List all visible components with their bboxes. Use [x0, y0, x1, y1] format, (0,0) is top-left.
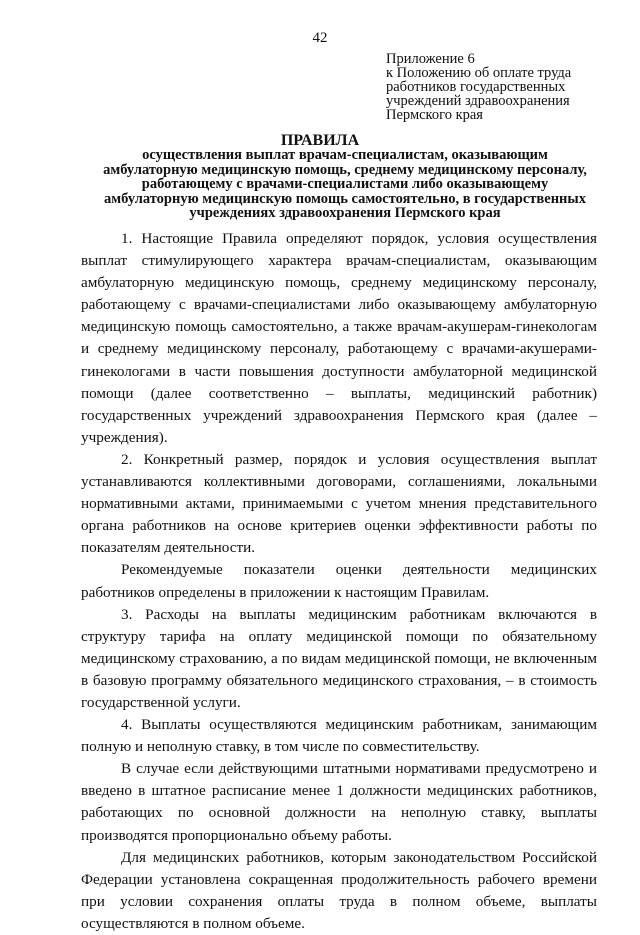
appendix-line: работников государственных — [386, 79, 566, 95]
paragraph: В случае если действующими штатными нормативами предусмотрено и введено в штатное расписание менее 1 должности медицинских работников, работающих по основной должности на неполную ставку, выплаты производятся пропорционально объему работы. — [81, 760, 597, 844]
page-number: 42 — [312, 30, 328, 46]
paragraph: 3. Расходы на выплаты медицинским работникам включаются в структуру тарифа на оплату медицинской помощи по обязательному медицинскому страхованию, а по видам медицинской помощи, не включенным в базовую программу обязательного медицинского страхования, – в стоимость государственной услуги. — [81, 605, 597, 711]
appendix-note — [386, 52, 626, 122]
appendix-line: Пермского края — [386, 107, 483, 123]
rules-subtitle — [80, 148, 610, 221]
paragraph: 2. Конкретный размер, порядок и условия осуществления выплат устанавливаются коллективными договорами, соглашениями, локальными нормативными актами, принимаемыми с учетом мнения представительного органа работников на основе критериев оценки эффективности работы по показателям деятельности. — [81, 450, 597, 557]
paragraph: Для медицинских работников, которым законодательством Российской Федерации установлена сокращенная продолжительность рабочего времени при условии сохранения оплаты труда в полном объеме, выплаты осуществляются в полном объеме. — [81, 848, 597, 932]
paragraph: 4. Выплаты осуществляются медицинским работникам, занимающим полную и неполную ставку, в том числе по совместительству. — [81, 716, 597, 756]
subtitle-line: учреждениях здравоохранения Пермского края — [189, 205, 501, 221]
rules-title: ПРАВИЛА — [280, 132, 360, 149]
subtitle-line: амбулаторную медицинскую помощь самостоятельно, в государственных — [104, 190, 586, 207]
appendix-line: к Положению об оплате труда — [386, 65, 572, 81]
appendix-line: Приложение 6 — [386, 51, 475, 67]
paragraph: 1. Настоящие Правила определяют порядок, условия осуществления выплат стимулирующего характера врачам-специалистам, оказывающим амбулаторную медицинскую помощь, среднему медицинскому персоналу, работающему с врачами-специалистами либо оказывающему амбулаторную медицинскую помощь самостоятельно, а также врачам-акушерам-гинекологам и среднему медицинскому персоналу, работающему с врачами-акушерами-гинекологами в части повышения доступности амбулаторной медицинской помощи (далее соответственно – выплаты, медицинский работник) государственных учреждений здравоохранения Пермского края (далее – учреждения). — [81, 230, 597, 446]
appendix-line: учреждений здравоохранения — [386, 93, 570, 109]
document-body — [81, 228, 597, 935]
paragraph: Рекомендуемые показатели оценки деятельности медицинских работников определены в приложении к настоящим Правилам. — [81, 561, 597, 601]
subtitle-line: амбулаторную медицинскую помощь, среднему медицинскому персоналу, — [103, 161, 587, 178]
subtitle-line: работающему с врачами-специалистами либо оказывающему — [141, 176, 549, 192]
subtitle-line: осуществления выплат врачам-специалистам, оказывающим — [142, 147, 548, 163]
